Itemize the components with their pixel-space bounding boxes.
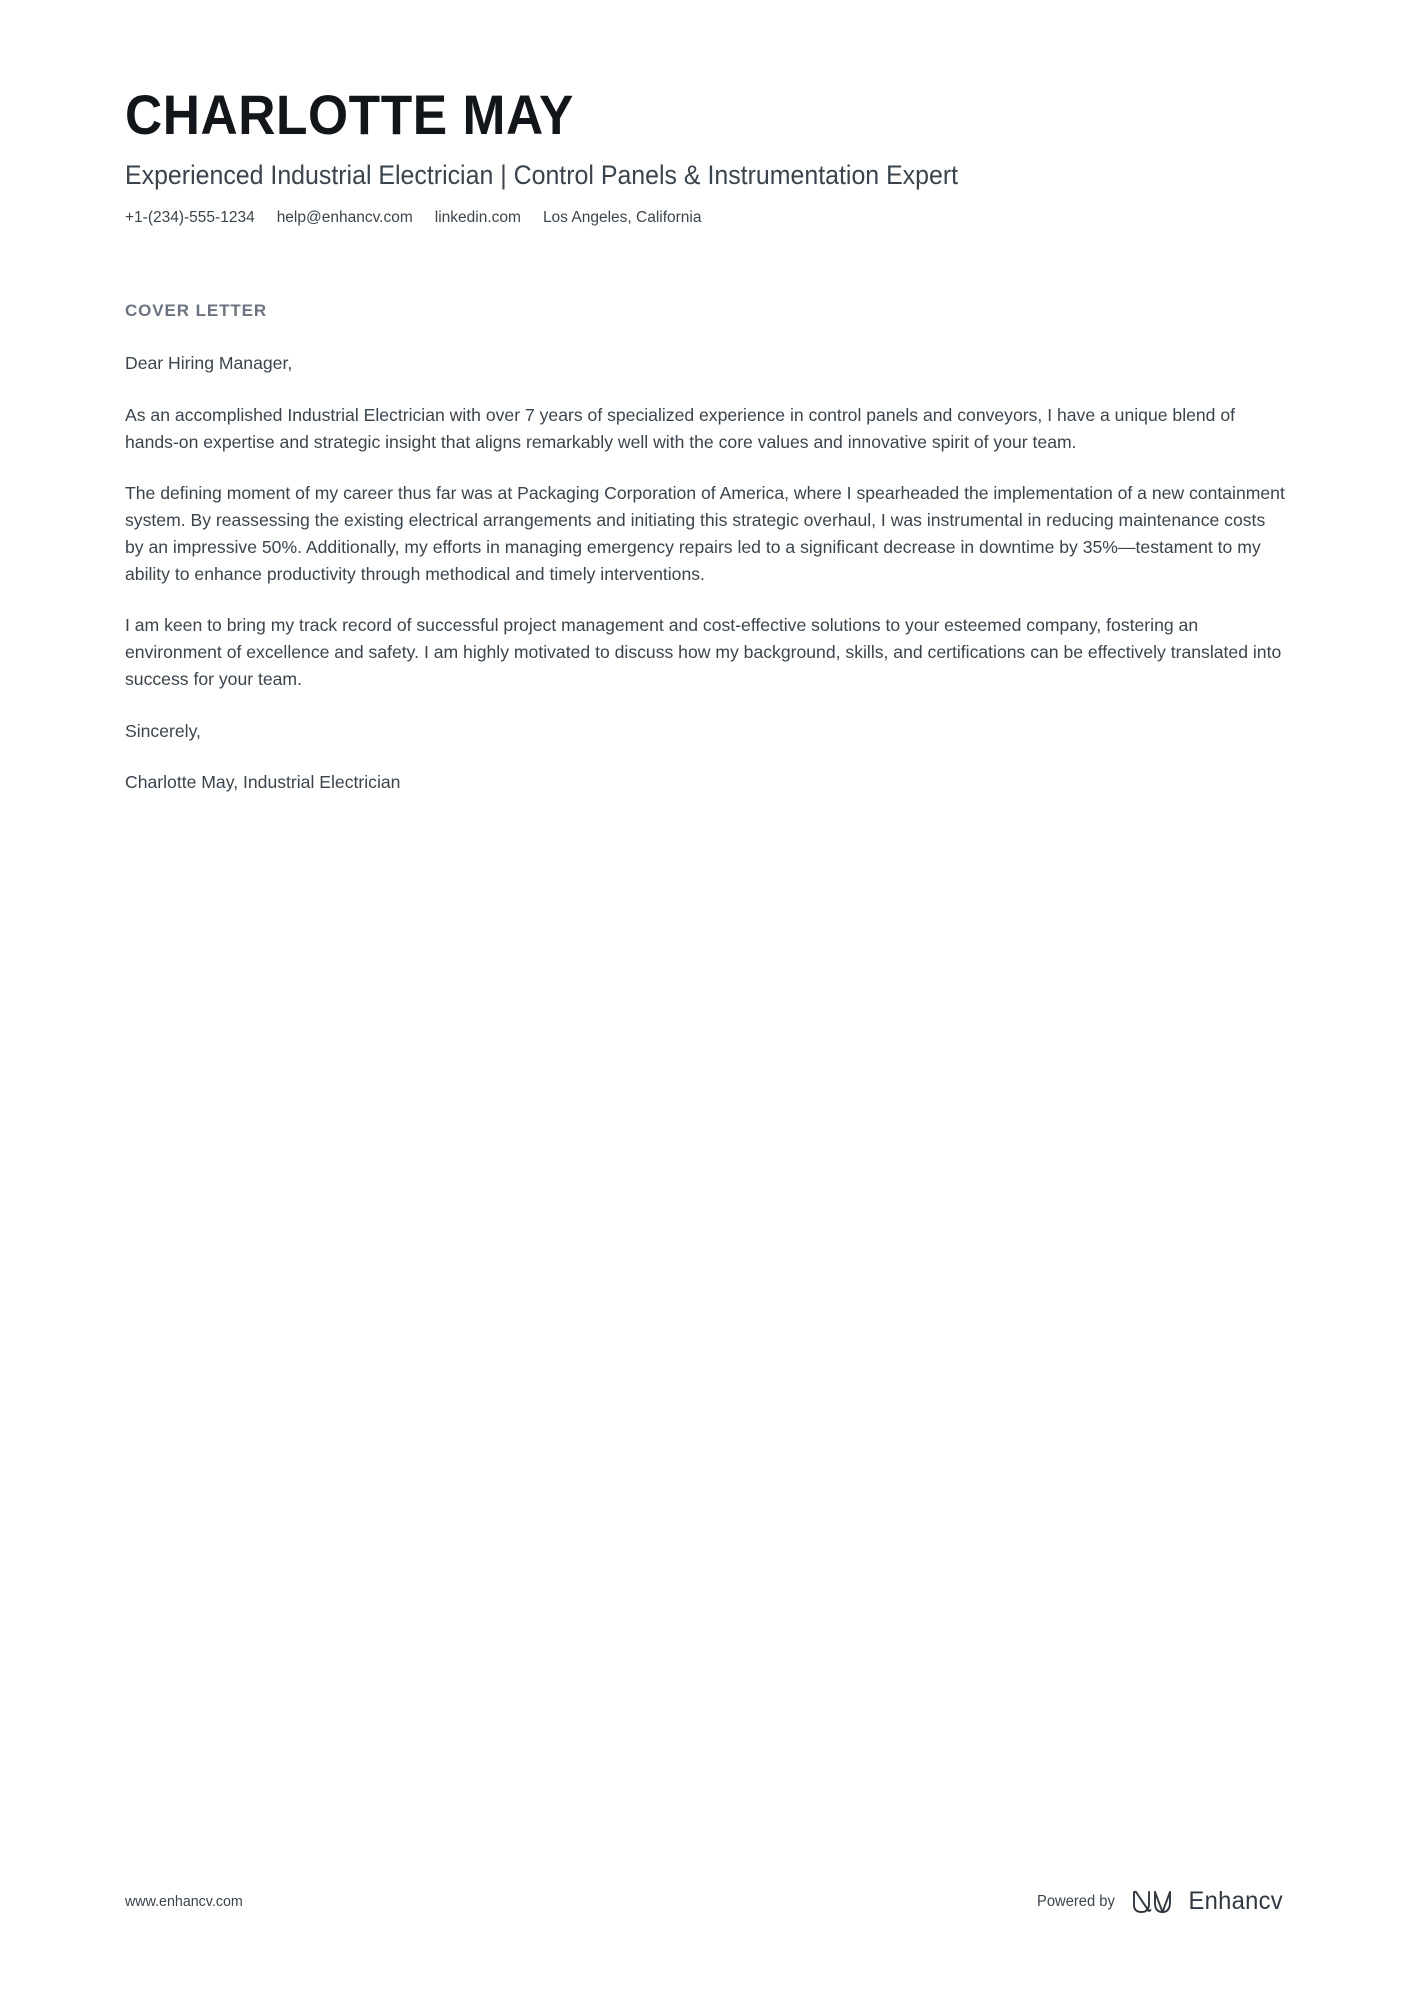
candidate-name: CHARLOTTE MAY: [125, 83, 574, 146]
contact-email[interactable]: help@enhancv.com: [276, 209, 413, 227]
section-heading-cover-letter: COVER LETTER: [125, 301, 268, 321]
letter-salutation: Dear Hiring Manager,: [125, 353, 293, 374]
enhancv-infinity-logo-icon: [1131, 1889, 1177, 1915]
letter-paragraph-2: The defining moment of my career thus far was at Packaging Corporation of America, where I spearheaded the implementation of a new containment system. By reassessing the existing electrical arrangements and initiating this strategic overhaul, I was instrumental in reducing maintenance costs by an impressive 50%. Additionally, my efforts in managing emergency repairs led to a significant decrease in downtime by 35%—testament to my ability to enhance productivity through methodical and timely interventions.: [125, 483, 1285, 584]
page-footer: [0, 1865, 1410, 1995]
footer-inner: [125, 1865, 1285, 1916]
letter-paragraph-3: I am keen to bring my track record of successful project management and cost-effective solutions to your esteemed company, fostering an environment of excellence and safety. I am highly motivated to discuss how my background, skills, and certifications can be effectively translated into success for your team.: [125, 615, 1282, 689]
document-header: [125, 85, 1285, 229]
contact-details: [125, 206, 1285, 229]
enhancv-brand-name: Enhancv: [1188, 1887, 1283, 1915]
contact-linkedin[interactable]: linkedin.com: [434, 209, 521, 227]
letter-paragraph-1: As an accomplished Industrial Electrician with over 7 years of specialized experience in control panels and conveyors, I have a unique blend of hands-on expertise and strategic insight that aligns remarkably well with the core values and innovative spirit of your team.: [125, 405, 1236, 452]
contact-location: Los Angeles, California: [542, 209, 702, 227]
letter-signature: Charlotte May, Industrial Electrician: [125, 772, 401, 793]
powered-by-label: Powered by: [1036, 1892, 1115, 1910]
footer-branding: [1035, 1887, 1285, 1916]
document-content: [0, 0, 1410, 796]
contact-phone: +1-(234)-555-1234: [125, 209, 255, 227]
footer-website-url[interactable]: www.enhancv.com: [125, 1893, 243, 1910]
candidate-headline: Experienced Industrial Electrician | Control Panels & Instrumentation Expert: [125, 160, 959, 191]
letter-closing: Sincerely,: [125, 720, 201, 741]
enhancv-logo: [1131, 1887, 1285, 1916]
letter-body: [125, 350, 1285, 796]
cover-letter-section: [125, 301, 1285, 796]
